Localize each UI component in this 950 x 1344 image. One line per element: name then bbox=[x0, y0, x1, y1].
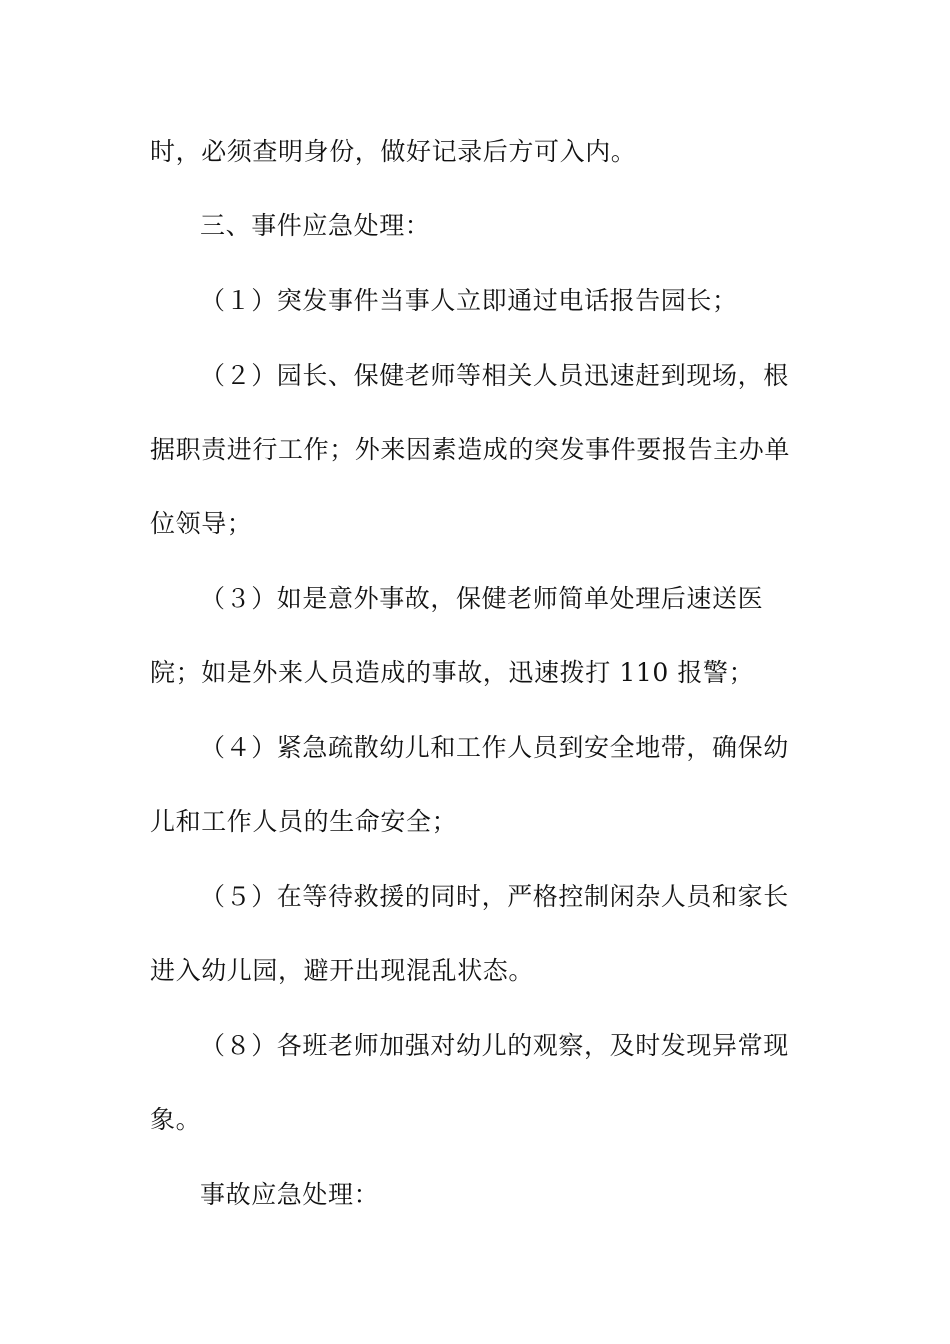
section-heading-accident-handling: 事故应急处理： bbox=[200, 1180, 380, 1209]
list-item-4-line-1: （４）紧急疏散幼儿和工作人员到安全地带，确保幼 bbox=[200, 733, 789, 762]
list-item-3-line-2: 院；如是外来人员造成的事故，迅速拨打 110 报警； bbox=[150, 658, 755, 687]
list-item-5-line-2: 进入幼儿园，避开出现混乱状态。 bbox=[150, 956, 535, 985]
list-item-3-line-1: （３）如是意外事故，保健老师简单处理后速送医 bbox=[200, 584, 764, 613]
list-item-5-line-1: （５）在等待救援的同时，严格控制闲杂人员和家长 bbox=[200, 882, 789, 911]
list-item-2-line-1: （２）园长、保健老师等相关人员迅速赶到现场，根 bbox=[200, 361, 789, 390]
list-item-1: （１）突发事件当事人立即通过电话报告园长； bbox=[200, 286, 738, 315]
list-item-2-line-2: 据职责进行工作；外来因素造成的突发事件要报告主办单 bbox=[150, 435, 791, 464]
list-item-8-line-2: 象。 bbox=[150, 1105, 202, 1134]
paragraph-line-continuation: 时，必须查明身份，做好记录后方可入内。 bbox=[150, 137, 637, 166]
list-item-2-line-3: 位领导； bbox=[150, 509, 253, 538]
section-heading-incident-handling: 三、事件应急处理： bbox=[200, 211, 431, 240]
list-item-8-line-1: （８）各班老师加强对幼儿的观察，及时发现异常现 bbox=[200, 1031, 789, 1060]
list-item-4-line-2: 儿和工作人员的生命安全； bbox=[150, 807, 458, 836]
